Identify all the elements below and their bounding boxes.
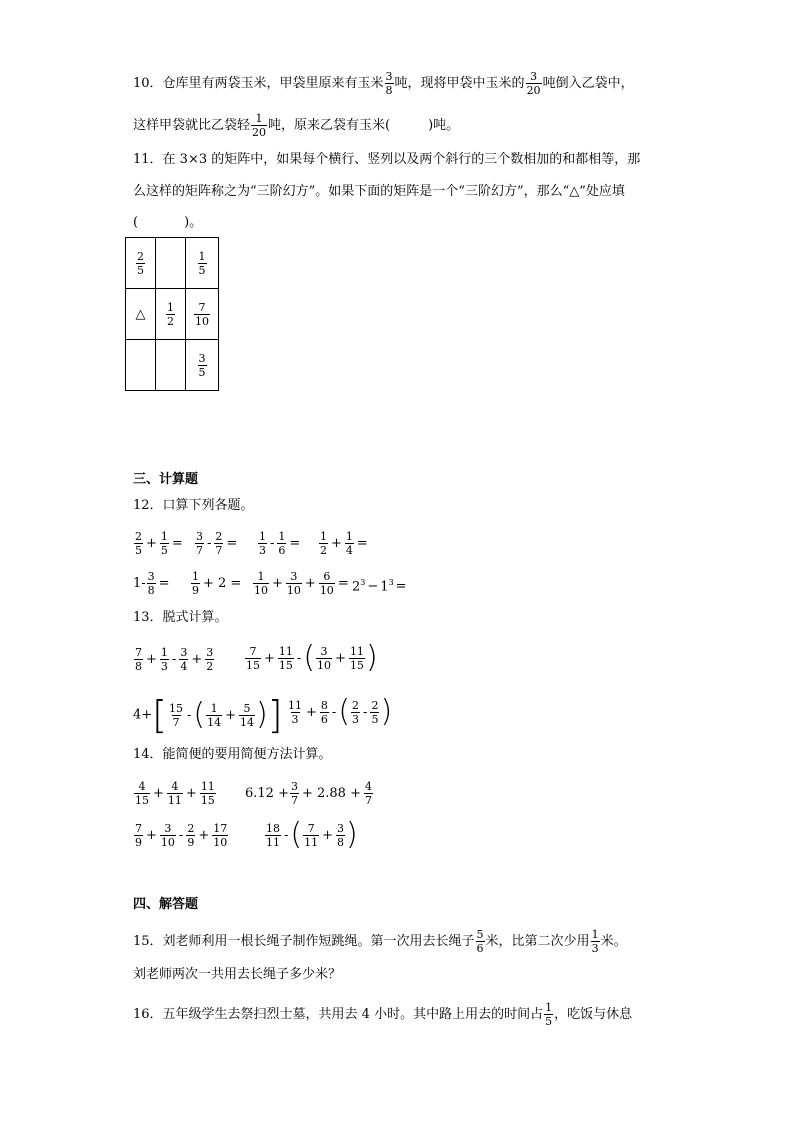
fraction: $\frac{7}{10}$ (195, 300, 209, 328)
q14-expr-3: $\frac{7}{9}$ + $\frac{3}{10}$ - $\frac{2}{9}$ + $\frac{17}{10}$ (135, 822, 228, 849)
q11-line2: 么这样的矩阵称之为“三阶幻方”。如果下面的矩阵是一个“三阶幻方”，那么“△”处应填 (133, 184, 625, 199)
section-title-4: 四、解答题 (133, 897, 199, 912)
fraction: $\frac{3}{8}$ (337, 821, 345, 849)
fraction: $\frac{3}{7}$ (196, 530, 203, 557)
fraction: $\frac{3}{20}$ (526, 70, 541, 97)
q10-line1 (133, 70, 634, 97)
fraction: $\frac{1}{4}$ (345, 530, 353, 557)
q14-title: 14．能简便的要用简便方法计算。 (133, 747, 332, 762)
fraction: $\frac{1}{10}$ (254, 570, 268, 597)
fraction: $\frac{3}{8}$ (385, 70, 393, 97)
grid-cell (126, 340, 156, 391)
q10-text-4: 这样甲袋就比乙袋轻 (133, 118, 251, 133)
fraction: $\frac{2}{7}$ (215, 530, 223, 557)
q10-text-3: 吨倒入乙袋中， (542, 76, 634, 91)
fraction: $\frac{8}{6}$ (320, 698, 328, 726)
fraction: $\frac{2}{9}$ (187, 822, 195, 849)
fraction: $\frac{4}{7}$ (364, 780, 372, 807)
grid-cell (186, 340, 219, 391)
q14-expr-4: $\frac{18}{11}$ -( $\frac{7}{11}$ + $\frac{3}{8}$ ) (266, 817, 358, 852)
q10-line2 (133, 112, 459, 139)
q12-expr-7: $\frac{1}{10}$ + $\frac{3}{10}$ + $\frac{6}{10}$ = (254, 570, 349, 597)
fraction: $\frac{11}{15}$ (200, 780, 215, 807)
fraction: $\frac{6}{10}$ (319, 570, 334, 597)
q12-title: 12．口算下列各题。 (133, 498, 254, 513)
q10-text-6: )吨。 (428, 118, 460, 133)
fraction: $\frac{1}{5}$ (198, 249, 206, 277)
q10-text-2: 吨，现将甲袋中玉米的 (394, 76, 525, 91)
fraction: $\frac{2}{5}$ (137, 249, 144, 277)
fraction: $\frac{2}{3}$ (352, 698, 360, 726)
q12-expr-6: $\frac{1}{9}$ + 2 = (192, 570, 242, 597)
fraction: $\frac{4}{15}$ (135, 780, 149, 807)
fraction: $\frac{1}{3}$ (160, 646, 168, 673)
fraction: $\frac{11}{15}$ (278, 644, 293, 672)
fraction: $\frac{3}{4}$ (180, 646, 188, 673)
q13-title: 13．脱式计算。 (133, 610, 228, 625)
section-title-3: 三、计算题 (133, 472, 199, 487)
q12-expr-2: $\frac{3}{7}$ - $\frac{2}{7}$ = (196, 530, 238, 557)
grid-cell-triangle: △ (126, 289, 156, 340)
fraction: $\frac{5}{14}$ (240, 701, 255, 729)
q12-expr-4: $\frac{1}{2}$ + $\frac{1}{4}$ = (320, 530, 368, 557)
fraction: $\frac{7}{9}$ (135, 822, 142, 849)
q12-expr-8: $2^3 - 1^3$ = (352, 578, 407, 595)
fraction: $\frac{3}{2}$ (206, 646, 214, 673)
q12-expr-3: $\frac{1}{3}$ - $\frac{1}{6}$ = (259, 530, 301, 557)
q11-line1: 11．在 3×3 的矩阵中，如果每个横行、竖列以及两个斜行的三个数相加的和都相等，那 (133, 152, 641, 167)
grid-cell (156, 289, 186, 340)
fraction: $\frac{1}{3}$ (259, 530, 266, 557)
fraction: $\frac{3}{7}$ (290, 780, 298, 807)
fraction: $\frac{17}{10}$ (213, 822, 228, 849)
q13-expr-2: $\frac{7}{15}$ + $\frac{11}{15}$ -( $\frac{3}{10}$ + $\frac{11}{15}$ ) (246, 640, 378, 675)
fraction: $\frac{1}{5}$ (160, 530, 168, 557)
q15-line1: 15．刘老师利用一根长绳子制作短跳绳。第一次用去长绳子 $\frac{5}{6}$ 米，比第二次少用 $\frac{1}{3}$ 米。 (133, 928, 627, 955)
q13-expr-4: $\frac{11}{3}$ + $\frac{8}{6}$ -( $\frac{2}{3}$ - $\frac{2}{5}$ ) (288, 694, 393, 729)
fraction: $\frac{3}{10}$ (160, 822, 175, 849)
q15-line2: 刘老师两次一共用去长绳子多少米？ (133, 967, 342, 982)
q12-expr-5: 1- $\frac{3}{8}$ = (133, 570, 170, 597)
fraction: $\frac{3}{10}$ (286, 570, 301, 597)
magic-square-grid (125, 237, 219, 391)
fraction: $\frac{1}{3}$ (591, 928, 599, 955)
q10-text-1: 10．仓库里有两袋玉米，甲袋里原来有玉米 (133, 76, 384, 91)
q13-expr-3: 4+[ $\frac{15}{7}$ -( $\frac{1}{14}$ + $\frac{5}{14}$ )] (133, 693, 283, 737)
fraction: $\frac{1}{9}$ (192, 570, 199, 597)
fraction: $\frac{2}{5}$ (371, 698, 379, 726)
q12-expr-1: $\frac{2}{5}$ + $\frac{1}{5}$ = (135, 530, 183, 557)
fraction: $\frac{7}{15}$ (246, 644, 260, 672)
fraction: $\frac{7}{8}$ (135, 646, 142, 673)
q10-text-5: 吨，原来乙袋有玉米( (268, 118, 391, 133)
fraction: $\frac{11}{3}$ (288, 698, 302, 726)
q14-expr-1: $\frac{4}{15}$ + $\frac{4}{11}$ + $\frac{11}{15}$ (135, 780, 215, 807)
fraction: $\frac{1}{2}$ (167, 300, 174, 328)
grid-cell (156, 238, 186, 289)
grid-cell (186, 289, 219, 340)
fraction: $\frac{7}{11}$ (304, 821, 319, 849)
fraction: $\frac{3}{10}$ (317, 644, 332, 672)
fraction: $\frac{1}{5}$ (545, 1001, 553, 1028)
q13-expr-1: $\frac{7}{8}$ + $\frac{1}{3}$ - $\frac{3}{4}$ + $\frac{3}{2}$ (135, 646, 214, 673)
fraction: $\frac{15}{7}$ (169, 701, 183, 729)
fraction: $\frac{3}{5}$ (198, 351, 206, 379)
fraction: $\frac{1}{2}$ (320, 530, 327, 557)
fraction: $\frac{1}{6}$ (278, 530, 286, 557)
q16-line1: 16．五年级学生去祭扫烈士墓，共用去 4 小时。其中路上用去的时间占 $\frac{1}{5}$ ，吃饭与休息 (133, 1001, 633, 1028)
grid-cell (126, 238, 156, 289)
grid-cell (186, 238, 219, 289)
fraction: $\frac{3}{8}$ (147, 570, 155, 597)
q14-expr-2: 6.12 + $\frac{3}{7}$ + 2.88 + $\frac{4}{7}$ (245, 780, 372, 807)
fraction: $\frac{11}{15}$ (349, 644, 364, 672)
fraction: $\frac{1}{20}$ (252, 112, 267, 139)
q11-line3: ( )。 (133, 215, 203, 230)
fraction: $\frac{1}{14}$ (207, 701, 222, 729)
fraction: $\frac{4}{11}$ (167, 780, 182, 807)
fraction: $\frac{18}{11}$ (266, 821, 280, 849)
grid-cell (156, 340, 186, 391)
fraction: $\frac{2}{5}$ (135, 530, 142, 557)
fraction: $\frac{5}{6}$ (476, 928, 484, 955)
